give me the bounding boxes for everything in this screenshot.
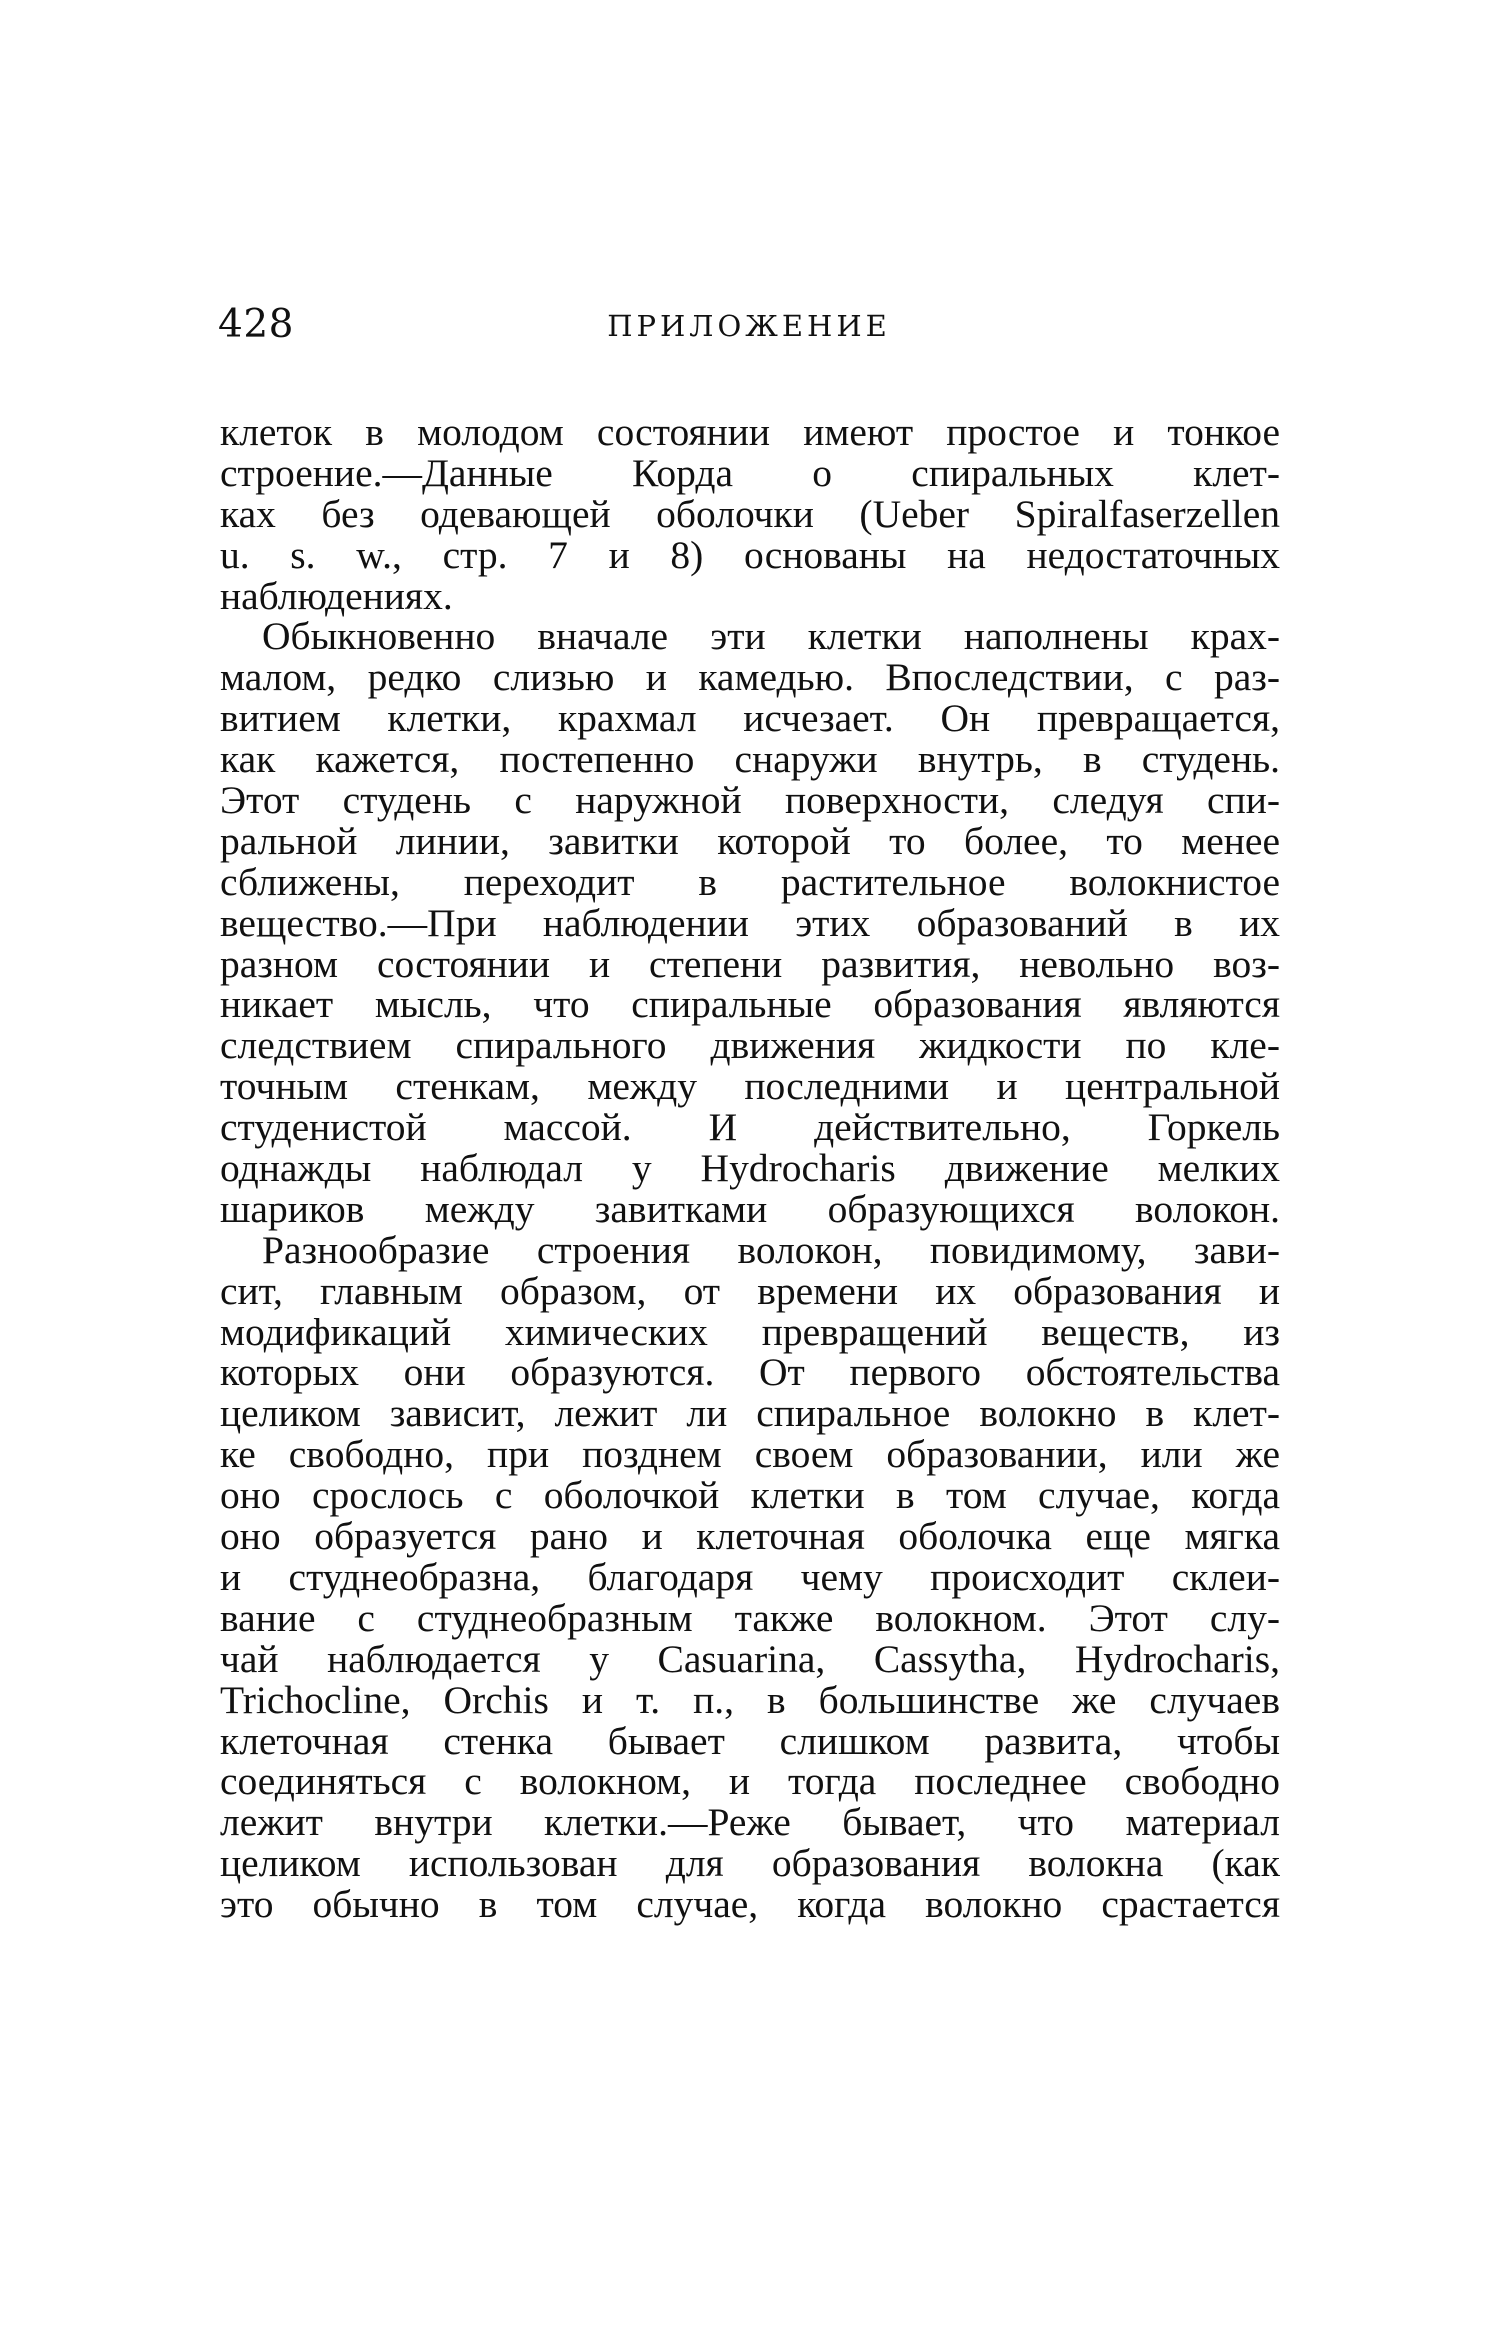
text-line: строение.—Данные Корда о спиральных клет- [220,450,1280,495]
text-line: витием клетки, крахмал исчезает. Он превращается, [220,696,1280,741]
page-header [218,300,1280,360]
text-line: сит, главным образом, от времени их образования и [220,1268,1280,1313]
text-line: это обычно в том случае, когда волокно срастается [220,1882,1280,1927]
page-number: 428 [218,302,294,347]
text-line: наблюдениях. [220,573,453,618]
text-line: разном состоянии и степени развития, невольно воз- [220,941,1280,986]
text-line: никает мысль, что спиральные образования являются [220,982,1280,1027]
text-line: модификаций химических превращений веществ, из [220,1309,1280,1354]
text-line: ке свободно, при позднем своем образовании, или же [220,1432,1280,1477]
text-line: целиком зависит, лежит ли спиральное волокно в клет- [220,1391,1280,1436]
text-line: чай наблюдается у Casuarina, Cassytha, Hydrocharis, [220,1636,1280,1681]
text-line: лежит внутри клетки.—Реже бывает, что материал [220,1800,1280,1845]
text-line: точным стенкам, между последними и центральной [220,1064,1280,1109]
text-line: и студнеобразна, благодаря чему происходит склеи- [220,1554,1280,1599]
text-line: однажды наблюдал у Hydrocharis движение мелких [220,1146,1280,1191]
text-line: целиком использован для образования волокна (как [220,1841,1280,1886]
text-line: u. s. w., стр. 7 и 8) основаны на недостаточных [220,532,1280,577]
text-line: Этот студень с наружной поверхности, следуя спи- [220,778,1280,823]
text-line: студенистой массой. И действительно, Горкель [220,1105,1280,1150]
text-line: следствием спирального движения жидкости по кле- [220,1023,1280,1068]
running-title: ПРИЛОЖЕНИЕ [607,309,891,343]
text-line: Обыкновенно вначале эти клетки наполнены крах- [262,614,1280,659]
text-line: сближены, переходит в растительное волокнистое [220,859,1280,904]
text-line: оно срослось с оболочкой клетки в том случае, когда [220,1473,1280,1518]
text-line: Разнообразие строения волокон, повидимому, зави- [262,1227,1280,1272]
text-line: вание с студнеобразным также волокном. Этот слу- [220,1595,1280,1640]
text-line: малом, редко слизью и камедью. Впоследствии, с раз- [220,655,1280,700]
body-text [220,412,1280,1925]
text-line: шариков между завитками образующихся волокон. [220,1186,1280,1231]
text-line: как кажется, постепенно снаружи внутрь, в студень. [220,737,1280,782]
text-line: клеточная стенка бывает слишком развита, чтобы [220,1718,1280,1763]
text-line: клеток в молодом состоянии имеют простое и тонкое [220,410,1280,454]
text-line: вещество.—При наблюдении этих образований в их [220,900,1280,945]
text-line: Trichocline, Orchis и т. п., в большинстве же случаев [220,1677,1280,1722]
text-line: оно образуется рано и клеточная оболочка еще мягка [220,1514,1280,1559]
text-line: ках без одевающей оболочки (Ueber Spiralfaserzellen [220,491,1280,536]
text-line: соединяться с волокном, и тогда последнее свободно [220,1759,1280,1804]
text-line: ральной линии, завитки которой то более, то менее [220,818,1280,863]
text-line: которых они образуются. От первого обстоятельства [220,1350,1280,1395]
